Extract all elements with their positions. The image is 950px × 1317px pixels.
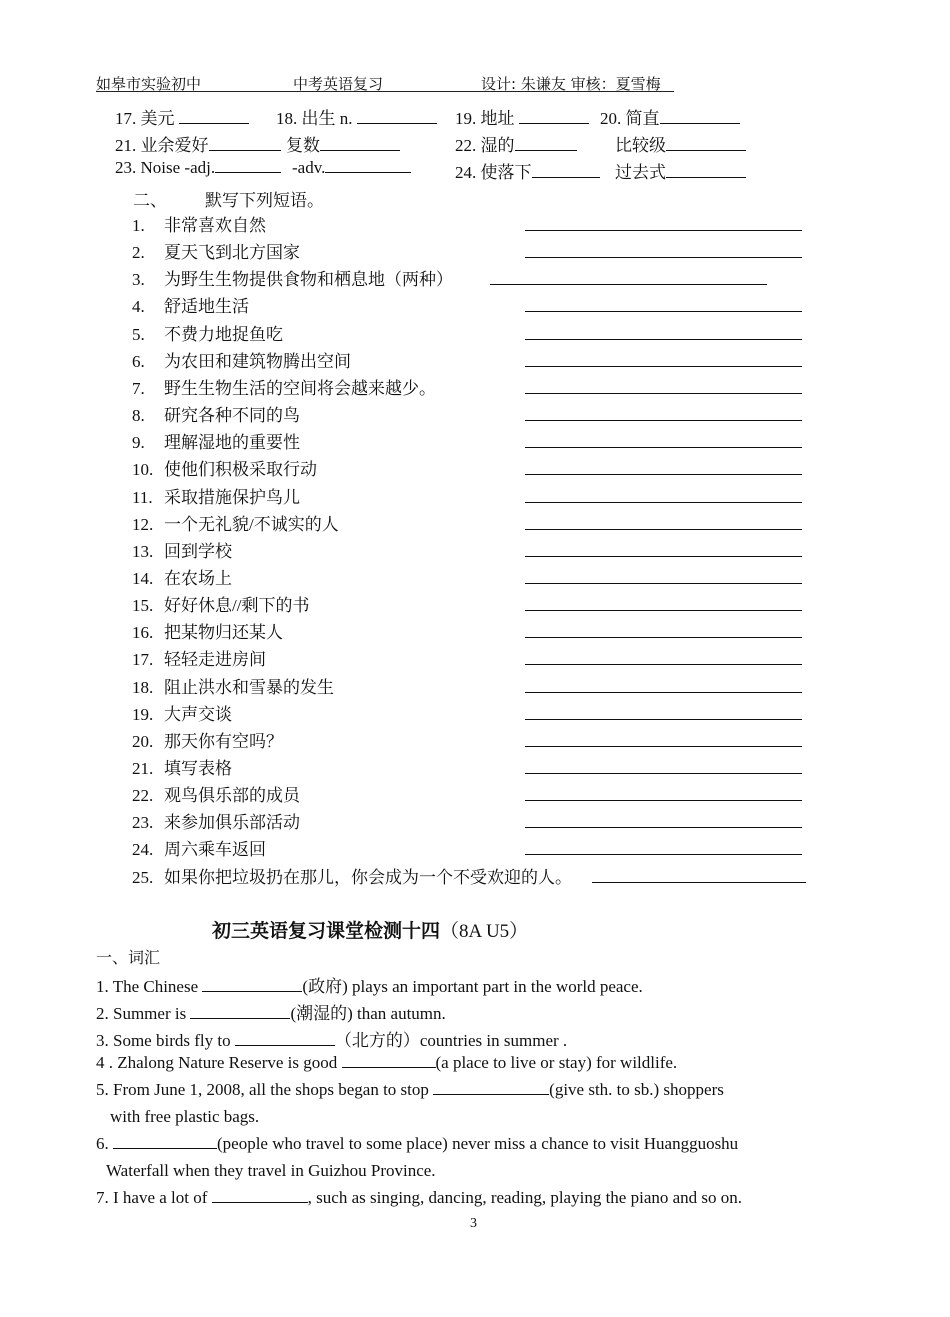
question-line: 3. Some birds fly to （北方的）countries in summer .	[96, 1031, 568, 1050]
phrase-answer-line[interactable]	[490, 284, 767, 285]
answer-blank[interactable]	[320, 136, 400, 151]
vocab-item: 过去式	[615, 158, 746, 183]
vocab-item: 18. 出生 n.	[276, 104, 437, 129]
phrase-number: 17.	[132, 650, 154, 669]
phrase-number: 18.	[132, 678, 154, 697]
vocab-item: 22. 湿的	[455, 131, 577, 156]
answer-blank[interactable]	[519, 109, 589, 124]
phrase-number: 21.	[132, 759, 154, 778]
phrase-number: 1.	[132, 216, 145, 235]
phrase-text: 阻止洪水和雪暴的发生	[164, 678, 334, 697]
phrase-number: 10.	[132, 460, 154, 479]
phrase-item	[132, 645, 266, 667]
phrase-answer-line[interactable]	[525, 719, 802, 720]
vocab-item: 24. 使落下	[455, 158, 600, 183]
phrase-text: 野生生物生活的空间将会越来越少。	[164, 379, 436, 398]
phrase-number: 22.	[132, 786, 154, 805]
phrase-number: 15.	[132, 596, 154, 615]
answer-blank[interactable]	[202, 977, 302, 992]
phrase-item	[132, 673, 334, 695]
vocab-item: 17. 美元	[115, 104, 249, 129]
section-two-heading: 二、 默写下列短语。	[133, 191, 324, 210]
phrase-number: 11.	[132, 488, 153, 507]
phrase-answer-line[interactable]	[592, 882, 806, 883]
answer-blank[interactable]	[342, 1053, 436, 1068]
question-line: 4 . Zhalong Nature Reserve is good (a place to live or stay) for wildlife.	[96, 1053, 678, 1072]
header-underline	[96, 91, 674, 92]
phrase-answer-line[interactable]	[525, 610, 802, 611]
question-line: 7. I have a lot of , such as singing, dancing, reading, playing the piano and so on.	[96, 1188, 743, 1207]
phrase-number: 3.	[132, 270, 145, 289]
phrase-number: 25.	[132, 868, 154, 887]
phrase-answer-line[interactable]	[525, 664, 802, 665]
phrase-text: 大声交谈	[164, 705, 232, 724]
phrase-number: 5.	[132, 325, 145, 344]
vocab-item: 23. Noise -adj.	[115, 158, 281, 178]
phrase-number: 8.	[132, 406, 145, 425]
answer-blank[interactable]	[212, 1188, 308, 1203]
vocab-item: 复数	[286, 131, 400, 156]
question-line: with free plastic bags.	[110, 1107, 260, 1126]
phrase-answer-line[interactable]	[525, 773, 802, 774]
phrase-item	[132, 374, 436, 396]
phrase-answer-line[interactable]	[525, 339, 802, 340]
phrase-item	[132, 564, 232, 586]
phrase-item	[132, 700, 232, 722]
phrase-item	[132, 455, 317, 477]
answer-blank[interactable]	[235, 1031, 335, 1046]
phrase-answer-line[interactable]	[525, 447, 802, 448]
phrase-number: 20.	[132, 732, 154, 751]
phrase-text: 不费力地捉鱼吃	[164, 325, 283, 344]
phrase-item	[132, 727, 283, 749]
answer-blank[interactable]	[215, 158, 281, 173]
phrase-item	[132, 835, 266, 857]
section-one-heading: 一、词汇	[96, 950, 161, 967]
answer-blank[interactable]	[532, 163, 600, 178]
phrase-text: 为农田和建筑物腾出空间	[164, 352, 351, 371]
phrase-item	[132, 401, 300, 423]
phrase-answer-line[interactable]	[525, 746, 802, 747]
phrase-answer-line[interactable]	[525, 827, 802, 828]
phrase-item	[132, 265, 453, 287]
answer-blank[interactable]	[660, 109, 740, 124]
phrase-text: 观鸟俱乐部的成员	[164, 786, 300, 805]
phrase-answer-line[interactable]	[525, 420, 802, 421]
phrase-item	[132, 754, 232, 776]
phrase-item	[132, 347, 351, 369]
phrase-answer-line[interactable]	[525, 854, 802, 855]
phrase-item	[132, 238, 300, 260]
phrase-answer-line[interactable]	[525, 637, 802, 638]
phrase-text: 如果你把垃圾扔在那儿，你会成为一个不受欢迎的人。	[164, 868, 572, 887]
vocab-item: 19. 地址	[455, 104, 589, 129]
phrase-answer-line[interactable]	[525, 393, 802, 394]
header-credits: 设计: 朱谦友 审核：夏雪梅	[481, 75, 661, 93]
phrase-number: 24.	[132, 840, 154, 859]
question-line: Waterfall when they travel in Guizhou Province.	[106, 1161, 436, 1180]
vocab-item: 20. 简直	[600, 104, 740, 129]
phrase-number: 4.	[132, 297, 145, 316]
phrase-number: 12.	[132, 515, 154, 534]
phrase-answer-line[interactable]	[525, 692, 802, 693]
phrase-number: 16.	[132, 623, 154, 642]
answer-blank[interactable]	[325, 158, 411, 173]
phrase-text: 采取措施保护鸟儿	[164, 488, 300, 507]
phrase-answer-line[interactable]	[525, 230, 802, 231]
phrase-answer-line[interactable]	[525, 257, 802, 258]
answer-blank[interactable]	[357, 109, 437, 124]
phrase-text: 非常喜欢自然	[164, 216, 266, 235]
phrase-text: 那天你有空吗？	[164, 732, 283, 751]
phrase-text: 使他们积极采取行动	[164, 460, 317, 479]
header-subject: 中考英语复习	[293, 75, 384, 93]
phrase-text: 回到学校	[164, 542, 232, 561]
phrase-item	[132, 510, 339, 532]
question-line: 5. From June 1, 2008, all the shops began to stop (give sth. to sb.) shoppers	[96, 1080, 724, 1099]
answer-blank[interactable]	[190, 1004, 290, 1019]
phrase-text: 填写表格	[164, 759, 232, 778]
phrase-number: 14.	[132, 569, 154, 588]
answer-blank[interactable]	[666, 136, 746, 151]
question-line: 6. (people who travel to some place) never miss a chance to visit Huangguoshu	[96, 1134, 739, 1153]
phrase-text: 在农场上	[164, 569, 232, 588]
vocab-item: 比较级	[615, 131, 746, 156]
answer-blank[interactable]	[209, 136, 281, 151]
phrase-number: 6.	[132, 352, 145, 371]
phrase-item	[132, 863, 572, 885]
phrase-answer-line[interactable]	[525, 800, 802, 801]
vocab-item: 21. 业余爱好	[115, 131, 281, 156]
answer-blank[interactable]	[179, 109, 249, 124]
test-title: 初三英语复习课堂检测十四（8A U5）	[212, 921, 529, 942]
phrase-number: 23.	[132, 813, 154, 832]
phrase-text: 夏天飞到北方国家	[164, 243, 300, 262]
vocab-item: -adv.	[292, 158, 411, 178]
phrase-answer-line[interactable]	[525, 474, 802, 475]
phrase-item	[132, 428, 300, 450]
phrase-text: 舒适地生活	[164, 297, 249, 316]
question-line: 2. Summer is (潮湿的) than autumn.	[96, 1004, 446, 1023]
answer-blank[interactable]	[433, 1080, 549, 1095]
page-number: 3	[470, 1216, 477, 1231]
phrase-item	[132, 537, 232, 559]
phrase-item	[132, 781, 300, 803]
phrase-number: 13.	[132, 542, 154, 561]
phrase-item	[132, 591, 309, 613]
phrase-text: 理解湿地的重要性	[164, 433, 300, 452]
phrase-text: 为野生生物提供食物和栖息地（两种）	[164, 270, 453, 289]
phrase-text: 轻轻走进房间	[164, 650, 266, 669]
phrase-number: 19.	[132, 705, 154, 724]
phrase-answer-line[interactable]	[525, 583, 802, 584]
answer-blank[interactable]	[113, 1134, 217, 1149]
phrase-item	[132, 211, 266, 233]
answer-blank[interactable]	[666, 163, 746, 178]
phrase-answer-line[interactable]	[525, 366, 802, 367]
phrase-item	[132, 483, 300, 505]
question-line: 1. The Chinese (政府) plays an important part in the world peace.	[96, 977, 643, 996]
phrase-item	[132, 808, 300, 830]
phrase-text: 来参加俱乐部活动	[164, 813, 300, 832]
phrase-number: 2.	[132, 243, 145, 262]
phrase-answer-line[interactable]	[525, 529, 802, 530]
header-school: 如皋市实验初中	[96, 75, 202, 93]
phrase-text: 好好休息//剩下的书	[164, 596, 310, 615]
phrase-text: 一个无礼貌/不诚实的人	[164, 515, 339, 534]
phrase-answer-line[interactable]	[525, 556, 802, 557]
phrase-item	[132, 618, 283, 640]
answer-blank[interactable]	[515, 136, 577, 151]
phrase-answer-line[interactable]	[525, 502, 802, 503]
phrase-item	[132, 292, 249, 314]
phrase-text: 把某物归还某人	[164, 623, 283, 642]
phrase-number: 9.	[132, 433, 145, 452]
phrase-number: 7.	[132, 379, 145, 398]
phrase-text: 研究各种不同的鸟	[164, 406, 300, 425]
phrase-answer-line[interactable]	[525, 311, 802, 312]
phrase-text: 周六乘车返回	[164, 840, 266, 859]
phrase-item	[132, 320, 283, 342]
